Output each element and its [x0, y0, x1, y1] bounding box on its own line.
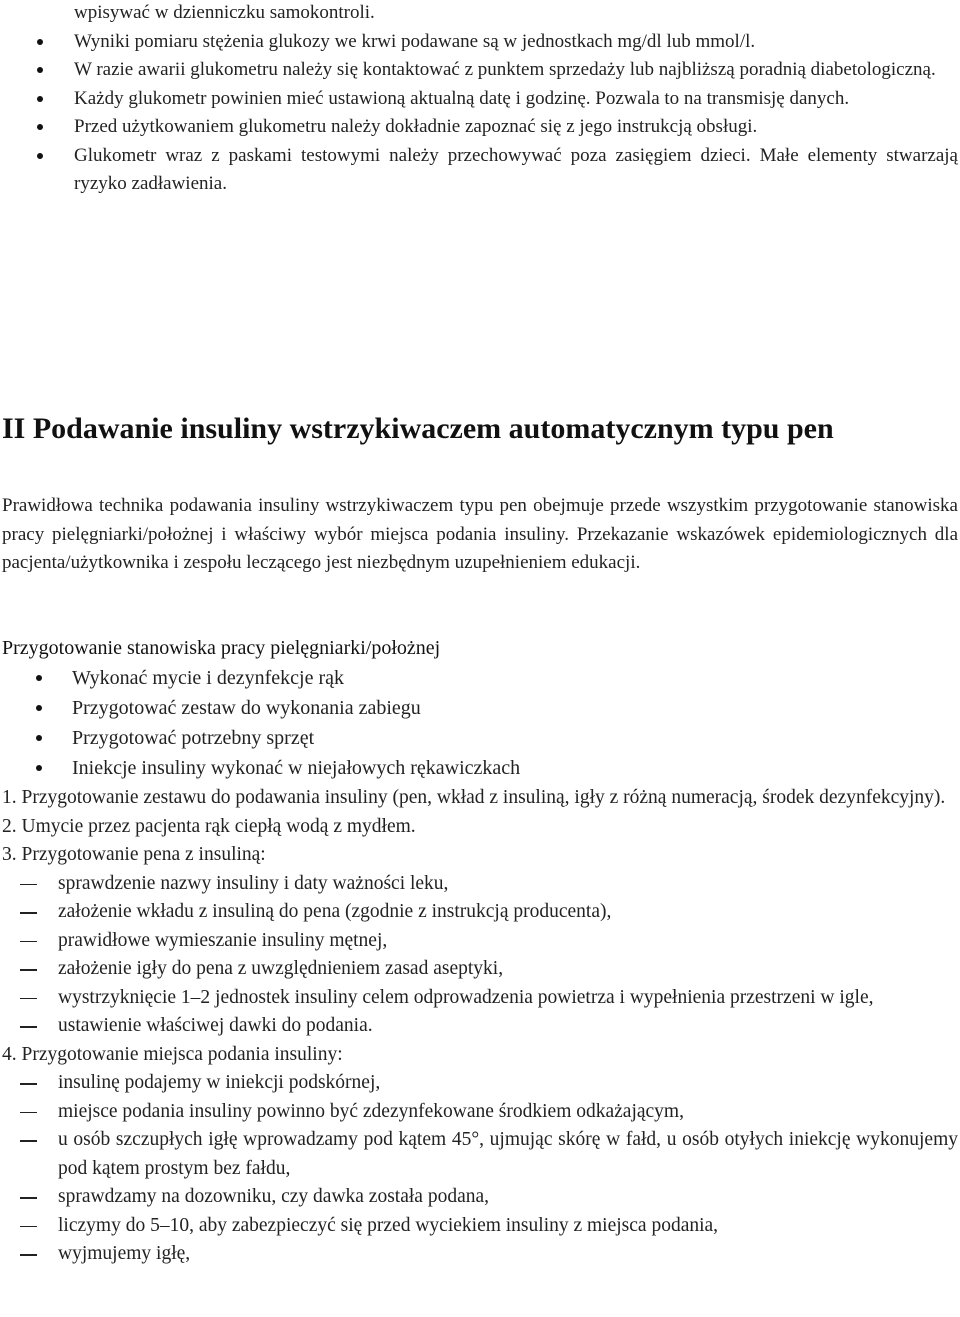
list-item-text: prawidłowe wymieszanie insuliny mętnej,	[58, 929, 388, 951]
list-item	[0, 1012, 960, 1041]
dash-icon	[20, 912, 37, 914]
list-item-text: Iniekcje insuliny wykonać w niejałowych rękawiczkach	[72, 757, 521, 779]
dash-icon	[20, 1254, 37, 1256]
bullet-icon	[36, 705, 42, 711]
list-item	[0, 85, 960, 114]
list-item	[0, 28, 960, 57]
list-item-text: liczymy do 5–10, aby zabezpieczyć się przed wyciekiem insuliny z miejsca podania,	[58, 1214, 719, 1236]
dash-icon	[20, 998, 37, 1000]
list-item	[0, 113, 960, 142]
bullet-icon	[36, 765, 42, 771]
list-item-text: Przed użytkowaniem glukometru należy dokładnie zapoznać się z jego instrukcją obsługi.	[74, 116, 758, 137]
prep-list	[0, 663, 960, 783]
list-item	[0, 1126, 960, 1183]
list-item	[0, 1212, 960, 1241]
list-item-text: Każdy glukometr powinien mieć ustawioną aktualną datę i godzinę. Pozwala to na transmisję danych.	[74, 87, 850, 109]
intro-paragraph: Prawidłowa technika podawania insuliny wstrzykiwaczem typu pen obejmuje przede wszystkim przygotowanie stanowiska pracy pielęgniarki/położnej i właściwy wybór miejsca podania insuliny. Przekazanie wskazówek epidemiologicznych dla pacjenta/użytkownika i zespołu leczącego jest niezbędnym uzupełnieniem edukacji.	[2, 495, 958, 573]
step-3: 3. Przygotowanie pena z insuliną:	[2, 844, 266, 865]
step-3-list	[0, 870, 960, 1041]
list-item-text: sprawdzenie nazwy insuliny i daty ważności leku,	[58, 872, 449, 894]
list-item	[0, 56, 960, 85]
list-item	[0, 955, 960, 984]
list-item-text: wpisywać w dzienniczku samokontroli.	[74, 2, 375, 23]
list-item-text: u osób szczupłych igłę wprowadzamy pod kątem 45°, ujmując skórę w fałd, u osób otyłych iniekcję wykonujemy pod kątem prostym bez fałdu,	[58, 1129, 958, 1179]
list-item	[0, 870, 960, 899]
dash-icon	[20, 1026, 37, 1028]
list-item	[0, 723, 960, 753]
dash-icon	[20, 1226, 37, 1228]
bullet-icon	[36, 735, 42, 741]
dash-icon	[20, 1112, 37, 1114]
list-item-text: wyjmujemy igłę,	[58, 1243, 191, 1264]
list-item	[0, 1240, 960, 1269]
list-item	[0, 1098, 960, 1127]
list-item-text: wystrzyknięcie 1–2 jednostek insuliny celem odprowadzenia powietrza i wypełnienia przestrzeni w igle,	[58, 986, 874, 1008]
list-item-text: Przygotować potrzebny sprzęt	[72, 727, 315, 749]
dash-icon	[20, 1197, 37, 1199]
dash-icon	[20, 969, 37, 971]
glucometer-notes-list	[0, 0, 960, 199]
step-4: 4. Przygotowanie miejsca podania insuliny:	[2, 1043, 343, 1065]
dash-icon	[20, 884, 37, 886]
list-item	[0, 693, 960, 723]
bullet-icon	[36, 675, 42, 681]
list-item-text: założenie igły do pena z uwzględnieniem zasad aseptyki,	[58, 958, 504, 979]
list-item-text: ustawienie właściwej dawki do podania.	[58, 1015, 373, 1036]
list-item	[0, 663, 960, 693]
list-item-text: Wykonać mycie i dezynfekcje rąk	[72, 667, 344, 689]
list-item-text: miejsce podania insuliny powinno być zdezynfekowane środkiem odkażającym,	[58, 1100, 684, 1122]
dash-icon	[20, 1140, 37, 1142]
dash-icon	[20, 1083, 37, 1085]
list-item	[0, 984, 960, 1013]
list-item-text: założenie wkładu z insuliną do pena (zgodnie z instrukcją producenta),	[58, 901, 612, 922]
list-item	[0, 898, 960, 927]
step-2: 2. Umycie przez pacjenta rąk ciepłą wodą z mydłem.	[2, 815, 416, 837]
dash-icon	[20, 941, 37, 943]
bullet-icon	[37, 67, 43, 73]
list-item-text: Przygotować zestaw do wykonania zabiegu	[72, 697, 421, 719]
list-item-text: insulinę podajemy w iniekcji podskórnej,	[58, 1072, 381, 1093]
prep-subtitle: Przygotowanie stanowiska pracy pielęgniarki/położnej	[2, 637, 441, 659]
section-title: II Podawanie insuliny wstrzykiwaczem automatycznym typu pen	[2, 412, 834, 445]
step-4-list	[0, 1069, 960, 1269]
steps-block	[0, 784, 960, 1269]
list-item-continuation	[0, 0, 960, 28]
step-1: 1. Przygotowanie zestawu do podawania insuliny (pen, wkład z insuliną, igły z różną numeracją, środek dezynfekcyjny).	[2, 787, 946, 808]
bullet-icon	[37, 124, 43, 130]
list-item	[0, 927, 960, 956]
list-item-text: sprawdzamy na dozowniku, czy dawka została podana,	[58, 1186, 490, 1207]
list-item-text: Glukometr wraz z paskami testowymi należy przechowywać poza zasięgiem dzieci. Małe elementy stwarzają ryzyko zadławienia.	[74, 144, 958, 194]
list-item-text: W razie awarii glukometru należy się kontaktować z punktem sprzedaży lub najbliższą poradnią diabetologiczną.	[74, 59, 936, 80]
list-item	[0, 142, 960, 199]
list-item	[0, 1183, 960, 1212]
bullet-icon	[37, 153, 43, 159]
list-item-text: Wyniki pomiaru stężenia glukozy we krwi podawane są w jednostkach mg/dl lub mmol/l.	[74, 30, 756, 52]
list-item	[0, 753, 960, 783]
bullet-icon	[37, 96, 43, 102]
bullet-icon	[37, 39, 43, 45]
list-item	[0, 1069, 960, 1098]
